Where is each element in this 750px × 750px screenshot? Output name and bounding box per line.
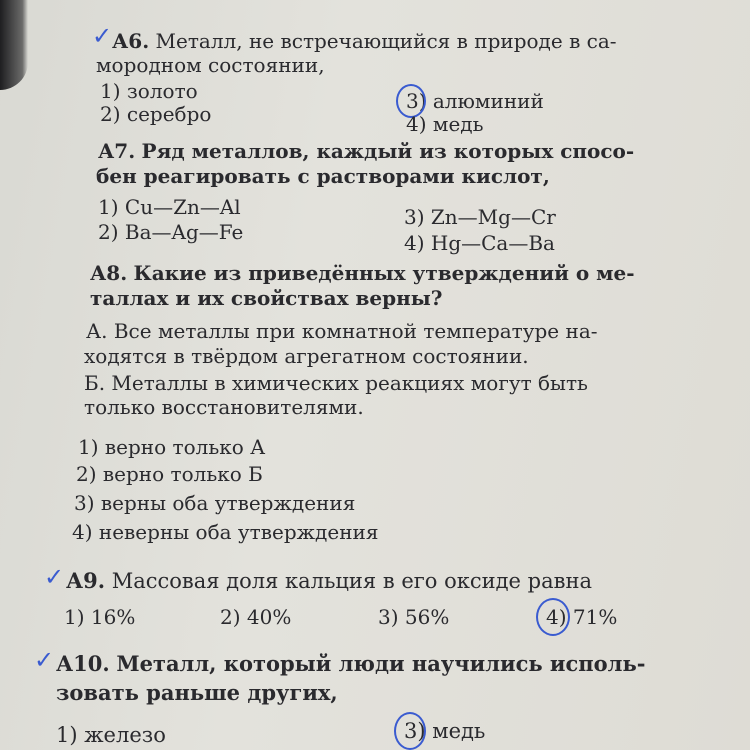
question-number: А9. xyxy=(66,568,106,593)
answer-option: 1) железо xyxy=(56,723,166,747)
question-text: бен реагировать с растворами кислот, xyxy=(96,164,550,188)
question-number: А8. xyxy=(90,261,128,285)
checkmark-icon: ✓ xyxy=(34,646,55,674)
question-number: А10. xyxy=(56,651,110,676)
checkmark-icon: ✓ xyxy=(92,22,113,50)
answer-option: 3) алюминий xyxy=(406,89,544,113)
answer-option: 3) Zn—Mg—Cr xyxy=(404,205,556,229)
answer-circle xyxy=(536,598,570,636)
question-number: А6. xyxy=(112,29,150,53)
statement-a: ходятся в твёрдом агрегатном состоянии. xyxy=(84,344,529,368)
answer-option: 4) неверны оба утверждения xyxy=(72,520,379,544)
answer-option: 4) 71% xyxy=(546,605,618,629)
answer-option: 1) золото xyxy=(100,79,198,103)
question-a8 xyxy=(90,262,635,284)
question-text: мородном состоянии, xyxy=(96,53,325,77)
question-number: А7. xyxy=(98,139,136,163)
statement-b: только восстановителями. xyxy=(84,395,364,419)
answer-circle xyxy=(394,712,426,750)
answer-option: 2) 40% xyxy=(220,605,292,629)
question-text: Массовая доля кальция в его оксиде равна xyxy=(111,569,592,593)
answer-option: 4) Hg—Ca—Ba xyxy=(404,231,555,255)
checkmark-icon: ✓ xyxy=(44,563,65,591)
answer-option: 1) верно только А xyxy=(78,435,266,459)
question-text: зовать раньше других, xyxy=(56,680,338,705)
answer-option: 1) Cu—Zn—Al xyxy=(98,195,241,219)
question-a6 xyxy=(112,30,617,52)
question-text: Ряд металлов, каждый из которых спосо- xyxy=(141,139,635,163)
answer-option: 2) Ba—Ag—Fe xyxy=(98,220,244,244)
answer-option: 1) 16% xyxy=(64,605,136,629)
answer-option: 4) медь xyxy=(406,112,484,136)
answer-option: 2) верно только Б xyxy=(76,462,263,486)
statement-b: Б. Металлы в химических реакциях могут быть xyxy=(84,371,588,395)
answer-option: 3) верны оба утверждения xyxy=(74,491,356,515)
answer-option: 3) 56% xyxy=(378,605,450,629)
answer-option: 3) медь xyxy=(404,719,486,743)
question-a10 xyxy=(56,653,645,675)
question-text: Металл, который люди научились исполь- xyxy=(116,651,646,676)
question-a7 xyxy=(98,140,634,162)
statement-a: А. Все металлы при комнатной температуре на- xyxy=(86,319,598,343)
answer-option: 2) серебро xyxy=(100,102,212,126)
question-text: Какие из приведённых утверждений о ме- xyxy=(133,261,635,285)
question-text: Металл, не встречающийся в природе в са- xyxy=(155,29,617,53)
question-a9 xyxy=(66,570,592,592)
question-text: таллах и их свойствах верны? xyxy=(90,286,443,310)
